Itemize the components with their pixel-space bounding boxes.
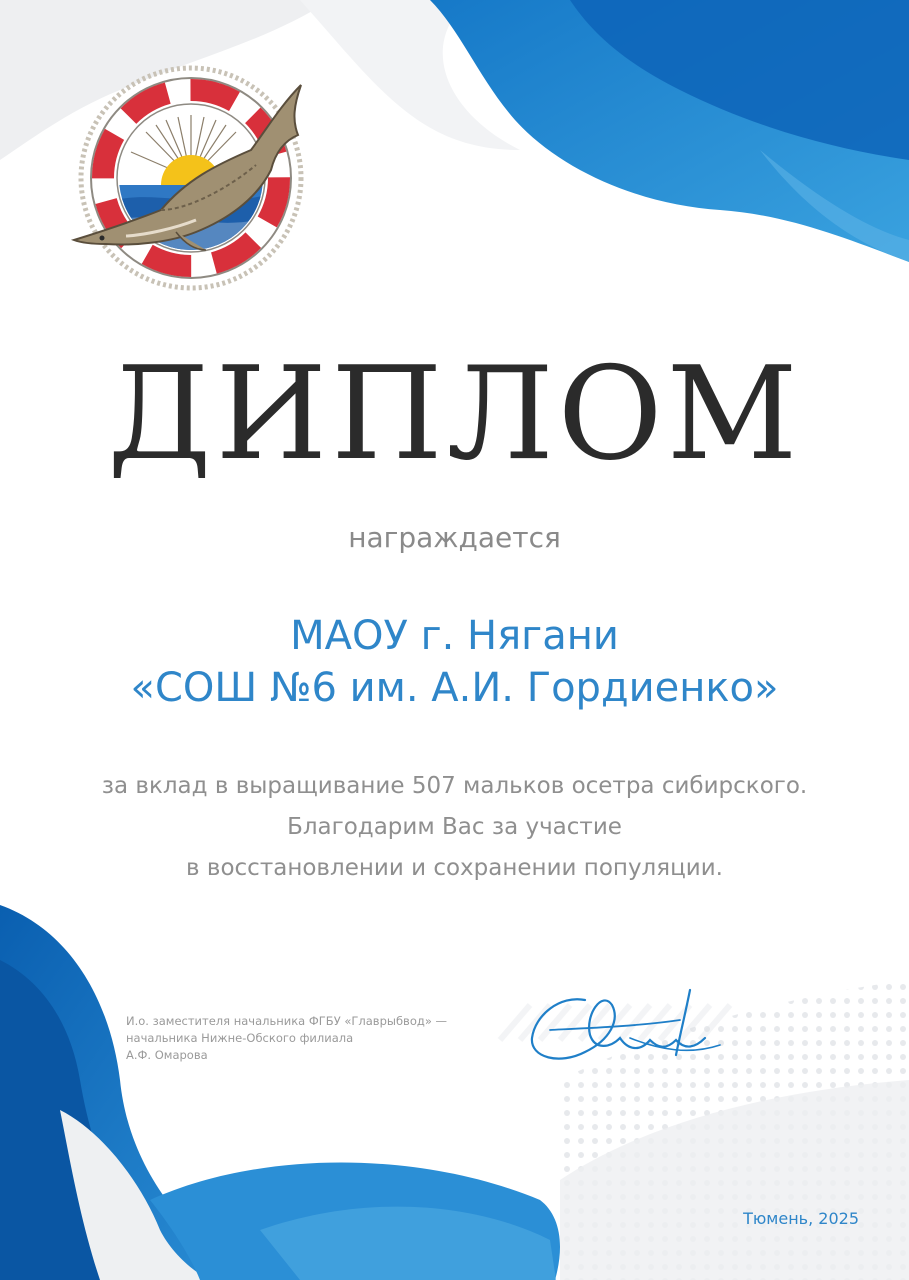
place-date: Тюмень, 2025 [743, 1209, 859, 1228]
signer-line: А.Ф. Омарова [126, 1048, 208, 1062]
awarded-label: награждается [348, 521, 561, 554]
reason-line: за вклад в выращивание 507 мальков осетра сибирского. [101, 773, 808, 799]
diploma-title: ДИПЛОМ [107, 340, 802, 489]
award-reason [0, 766, 909, 889]
recipient-name [0, 610, 909, 714]
recipient-line: МАОУ г. Нягани [290, 613, 619, 659]
sturgeon-emblem-icon [66, 60, 316, 295]
reason-line: в восстановлении и сохранении популяции. [186, 855, 723, 881]
signer-line: И.о. заместителя начальника ФГБУ «Главрыбвод» — [126, 1014, 448, 1028]
reason-line: Благодарим Вас за участие [287, 814, 622, 840]
signer-line: начальника Нижне-Обского филиала [126, 1031, 354, 1045]
recipient-line: «СОШ №6 им. А.И. Гордиенко» [130, 665, 779, 711]
signature-icon [490, 960, 760, 1080]
signer-block [126, 1013, 506, 1064]
